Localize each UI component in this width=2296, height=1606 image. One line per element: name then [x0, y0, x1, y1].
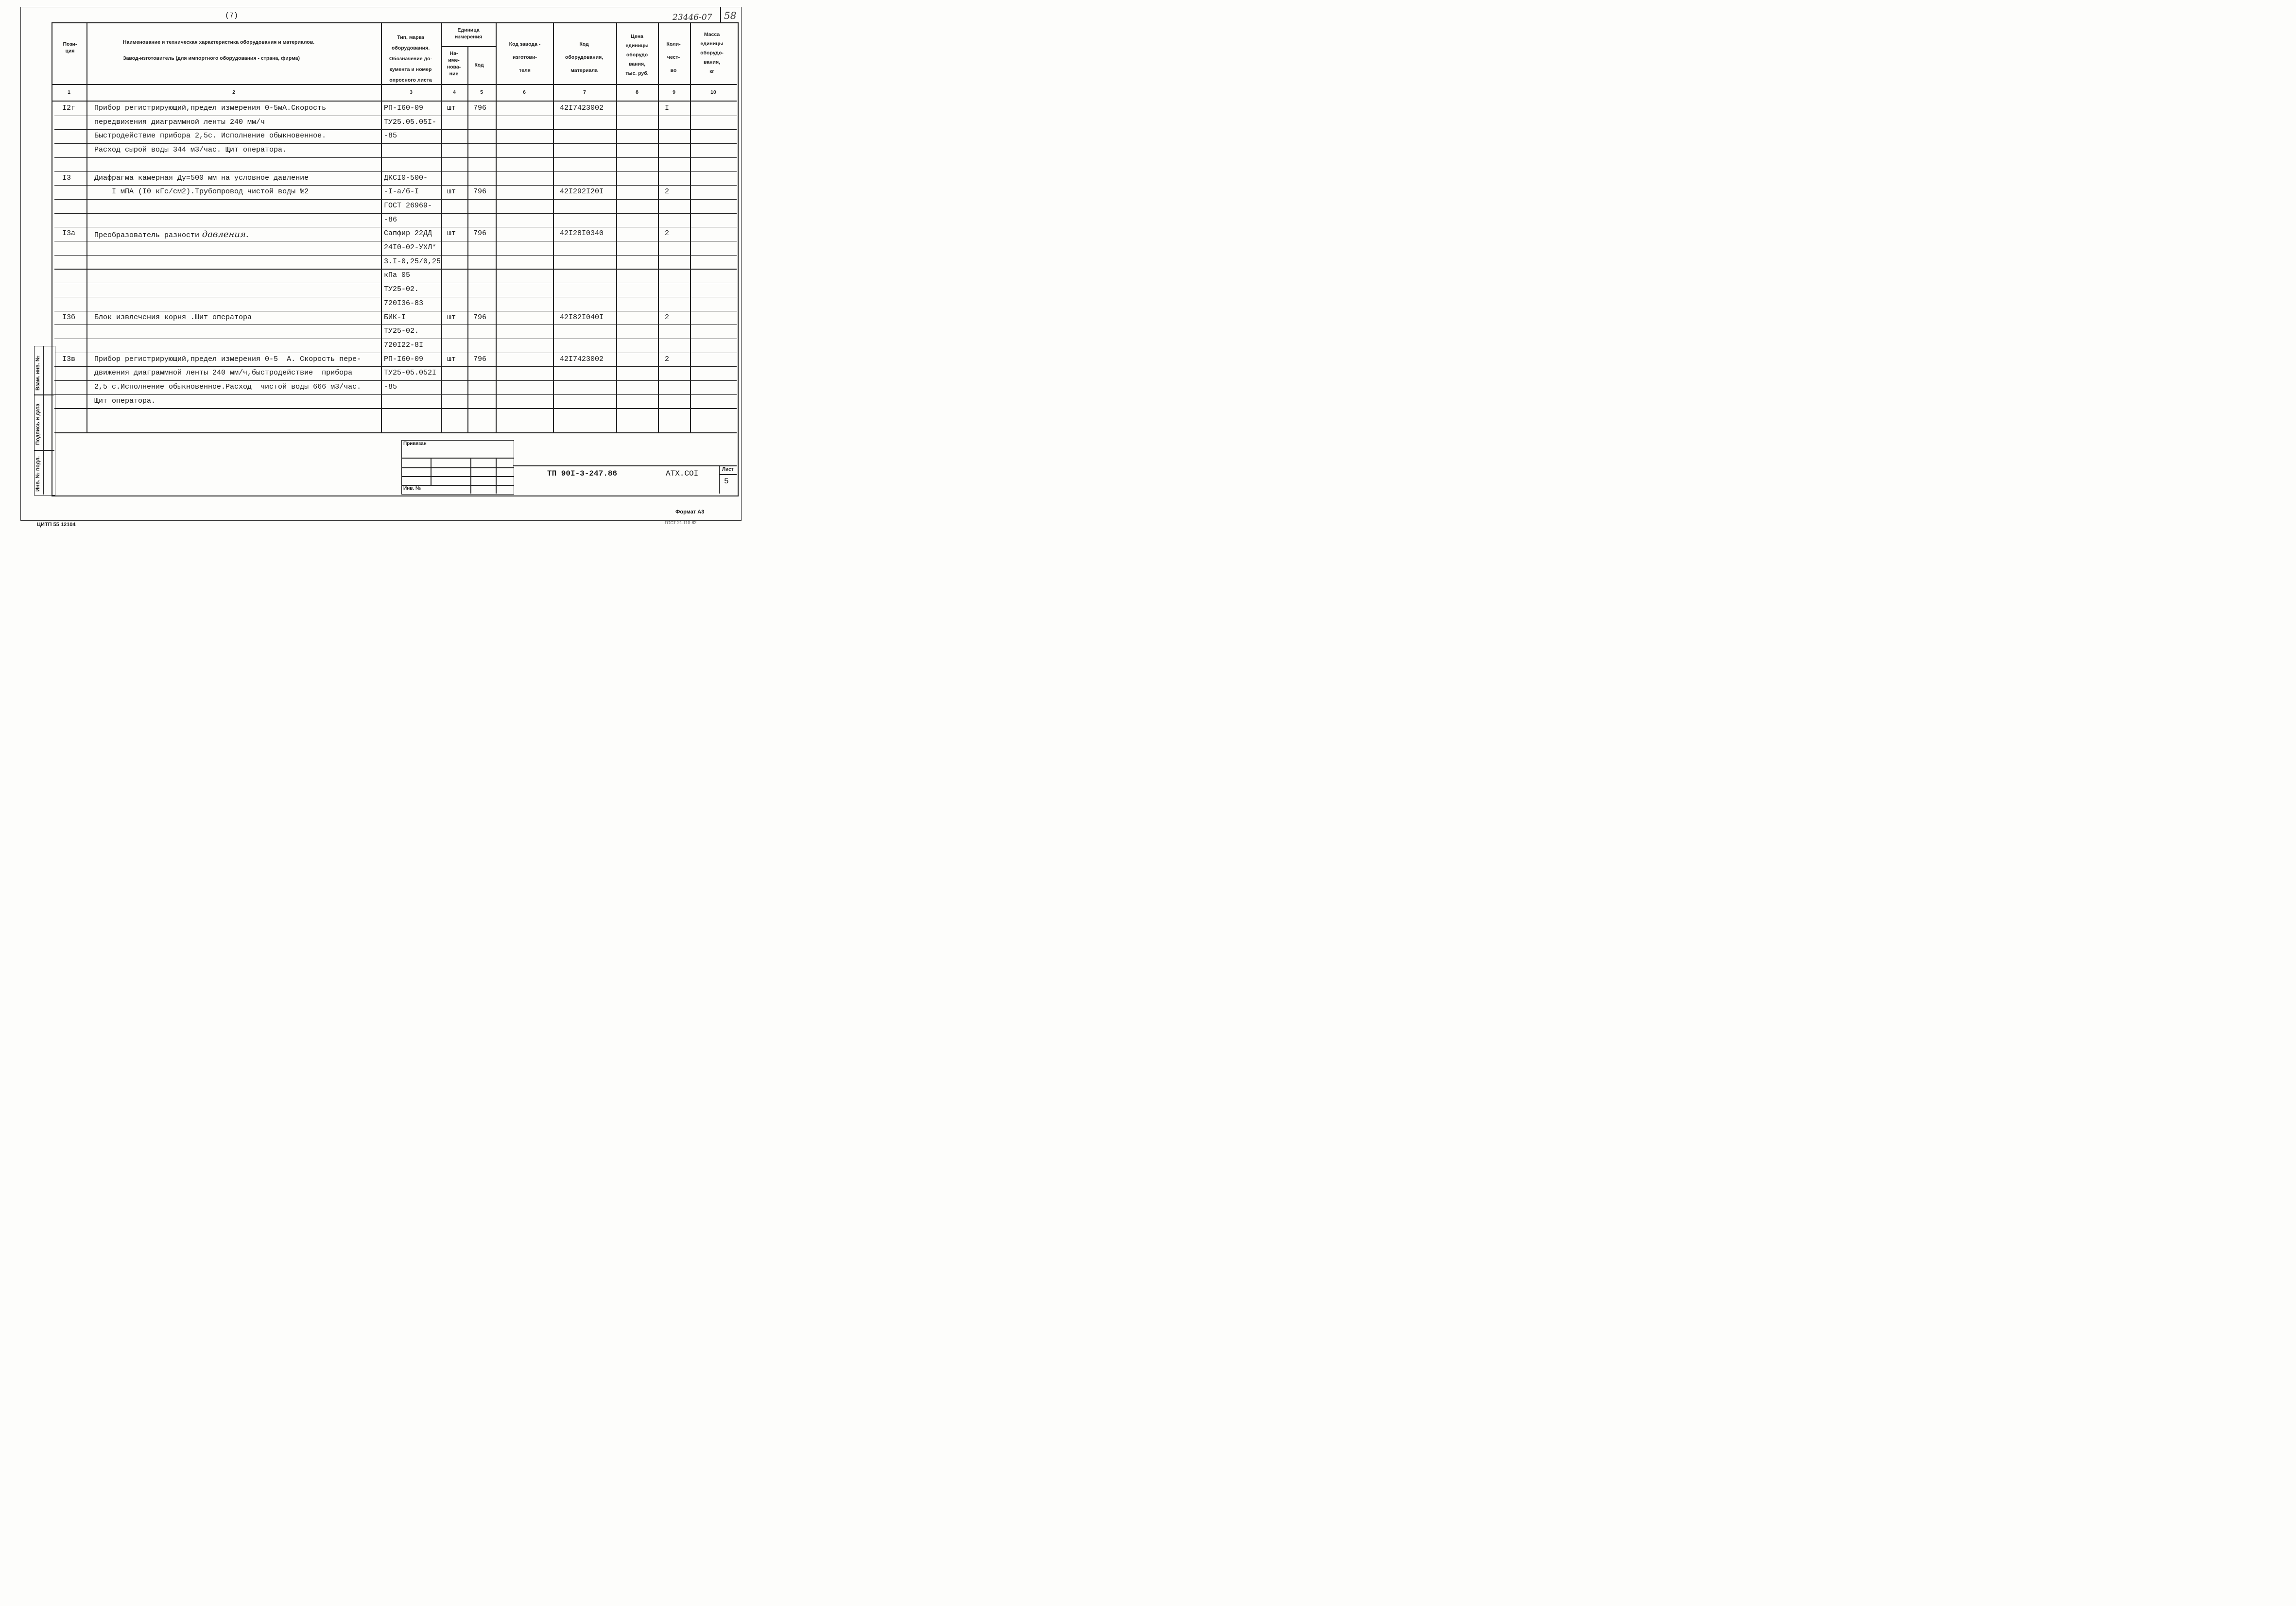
name-cell: Блок извлечения корня .Щит оператора [94, 313, 252, 322]
unit-code-cell: 796 [473, 313, 487, 322]
type-cell: Сапфир 22ДД [384, 229, 432, 238]
header-equipment-code: Код оборудования, материала [565, 41, 604, 73]
header-unit-group: Единица измерения [454, 27, 483, 40]
binding-strip-rule1 [34, 394, 54, 395]
equipment-code-cell: 42I82I040I [560, 313, 604, 322]
printer-code: ЦИТП 55 12104 [37, 522, 76, 528]
type-cell: -85 [384, 383, 397, 391]
binding-strip-divider [43, 346, 44, 495]
type-cell: ТУ25-02. [384, 327, 419, 336]
gost-label: ГОСТ 21.110-82 [665, 520, 697, 525]
header-type: Тип, марка оборудования. Обозначение до- кумента и номер опросного листа [389, 34, 432, 83]
quantity-cell: I [665, 104, 670, 112]
format-label: Формат А3 [675, 509, 705, 515]
header-position: Пози- ция [63, 41, 77, 54]
name-cell: Быстродействие прибора 2,5с. Исполнение обыкновенное. [94, 132, 327, 140]
unit-code-cell: 796 [473, 229, 487, 238]
label-inv-podl: Инв. № подл. [35, 456, 41, 492]
column-number: 5 [480, 89, 483, 95]
type-cell: 720I36-83 [384, 299, 424, 308]
header-quantity: Коли- чест- во [666, 41, 681, 73]
type-cell: ТУ25-05.052I [384, 369, 437, 377]
quantity-cell: 2 [665, 229, 670, 238]
stamp-rule1 [401, 458, 514, 459]
unit-cell: шт [447, 104, 456, 112]
row-rule [54, 255, 737, 256]
column-number: 8 [636, 89, 639, 95]
handwritten-word: давления. [199, 229, 249, 240]
row-rule [54, 199, 737, 200]
stamp-rule2 [401, 467, 514, 468]
column-number: 9 [673, 89, 675, 95]
stamp-col1 [431, 458, 432, 485]
document-number: 23446-07 [673, 13, 712, 22]
unit-code-cell: 796 [473, 188, 487, 196]
type-cell: -86 [384, 215, 397, 224]
row-rule [54, 157, 737, 158]
document-mark: АТХ.СОI [666, 469, 699, 478]
type-cell: ДКСI0-500- [384, 173, 428, 182]
row-rule [54, 408, 737, 409]
stamp-privyazan-label: Привязан [403, 441, 427, 446]
type-cell: ТУ25-02. [384, 285, 419, 294]
unit-cell: шт [447, 355, 456, 363]
title-block-top [513, 465, 737, 466]
document-code: ТП 90I-3-247.86 [547, 469, 618, 478]
row-rule [54, 380, 737, 381]
column-number: 1 [68, 89, 70, 95]
label-vzam-inv: Взам. инв. № [35, 355, 41, 391]
sheet-number: 5 [724, 477, 729, 486]
header-mass: Масса единицы оборудо- вания, кг [700, 32, 724, 74]
row-rule [54, 394, 737, 395]
type-cell: кПа 05 [384, 271, 411, 280]
stamp-inv-label: Инв. № [403, 486, 421, 491]
label-podpis-data: Подпись и дата [35, 403, 41, 445]
header-unit-code: Код [474, 62, 484, 68]
name-cell: движения диаграммной ленты 240 мм/ч,быстродействие прибора [94, 369, 353, 377]
name-cell: передвижения диаграммной ленты 240 мм/ч [94, 118, 265, 126]
sheet-label: Лист [722, 467, 734, 472]
type-cell: 720I22-8I [384, 341, 424, 349]
type-cell: ТУ25.05.05I- [384, 118, 437, 126]
name-cell: Расход сырой воды 344 м3/час. Щит оператора. [94, 146, 287, 154]
type-cell: 3.I-0,25/0,25 [384, 257, 441, 266]
type-cell: БИК-I [384, 313, 406, 322]
name-cell: Прибор регистрирующий,предел измерения 0-5 А. Скорость пере- [94, 355, 362, 363]
stamp-col2 [470, 458, 471, 494]
header-price: Цена единицы оборудо вания, тыс. руб. [625, 34, 649, 76]
column-number-rule [52, 101, 737, 102]
type-cell: ГОСТ 26969- [384, 201, 432, 210]
row-rule [54, 143, 737, 144]
row-rule [54, 185, 737, 186]
page-number: 58 [724, 10, 737, 21]
binding-strip-rule2 [34, 450, 54, 451]
row-rule [54, 171, 737, 172]
unit-group-rule [441, 46, 496, 47]
quantity-cell: 2 [665, 355, 670, 363]
name-cell: 2,5 с.Исполнение обыкновенное.Расход чистой воды 666 м3/час. [94, 383, 362, 391]
name-cell: Щит оператора. [94, 396, 156, 405]
header-name-line2: Завод-изготовитель (для импортного оборудования - страна, фирма) [123, 55, 300, 61]
section-number: (7) [225, 12, 239, 20]
sheet-box-rule [719, 474, 737, 475]
stamp-rule3 [401, 476, 514, 477]
unit-cell: шт [447, 188, 456, 196]
unit-code-cell: 796 [473, 104, 487, 112]
stamp-col3 [496, 458, 497, 494]
type-cell: -85 [384, 132, 397, 140]
column-line [467, 46, 468, 432]
name-cell: Прибор регистрирующий,предел измерения 0-5мА.Скорость [94, 104, 327, 112]
header-factory-code: Код завода - изготови- теля [509, 41, 541, 73]
column-number: 10 [710, 89, 716, 95]
header-name-line1: Наименование и техническая характеристика оборудования и материалов. [122, 39, 315, 45]
column-number: 2 [232, 89, 235, 95]
column-number: 7 [583, 89, 586, 95]
header-unit-name: На- име- нова- ние [447, 51, 461, 77]
equipment-code-cell: 42I7423002 [560, 355, 604, 363]
row-rule [54, 366, 737, 367]
unit-cell: шт [447, 313, 456, 322]
equipment-code-cell: 42I7423002 [560, 104, 604, 112]
column-number: 3 [410, 89, 413, 95]
unit-cell: шт [447, 229, 456, 238]
position-cell: I3б [62, 313, 76, 322]
row-rule [54, 129, 737, 130]
row-rule [54, 213, 737, 214]
type-cell: -I-а/б-I [384, 188, 419, 196]
table-bottom-rule [54, 432, 737, 433]
page-number-divider [720, 7, 721, 22]
quantity-cell: 2 [665, 188, 670, 196]
position-cell: I3а [62, 229, 76, 238]
column-number: 4 [453, 89, 456, 95]
name-cell: Преобразователь разности давления. [94, 229, 249, 240]
equipment-code-cell: 42I28I0340 [560, 229, 604, 238]
name-cell: Диафрагма камерная Ду=500 мм на условное давление [94, 173, 309, 182]
position-cell: I3 [62, 173, 71, 182]
position-cell: I2г [62, 104, 76, 112]
type-cell: РП-I60-09 [384, 355, 424, 363]
column-number: 6 [523, 89, 526, 95]
position-cell: I3в [62, 355, 76, 363]
name-cell: I мПА (I0 кГс/см2).Трубопровод чистой воды №2 [94, 188, 309, 196]
quantity-cell: 2 [665, 313, 670, 322]
unit-code-cell: 796 [473, 355, 487, 363]
type-cell: РП-I60-09 [384, 104, 424, 112]
type-cell: 24I0-02-УХЛ* [384, 243, 437, 252]
equipment-code-cell: 42I292I20I [560, 188, 604, 196]
